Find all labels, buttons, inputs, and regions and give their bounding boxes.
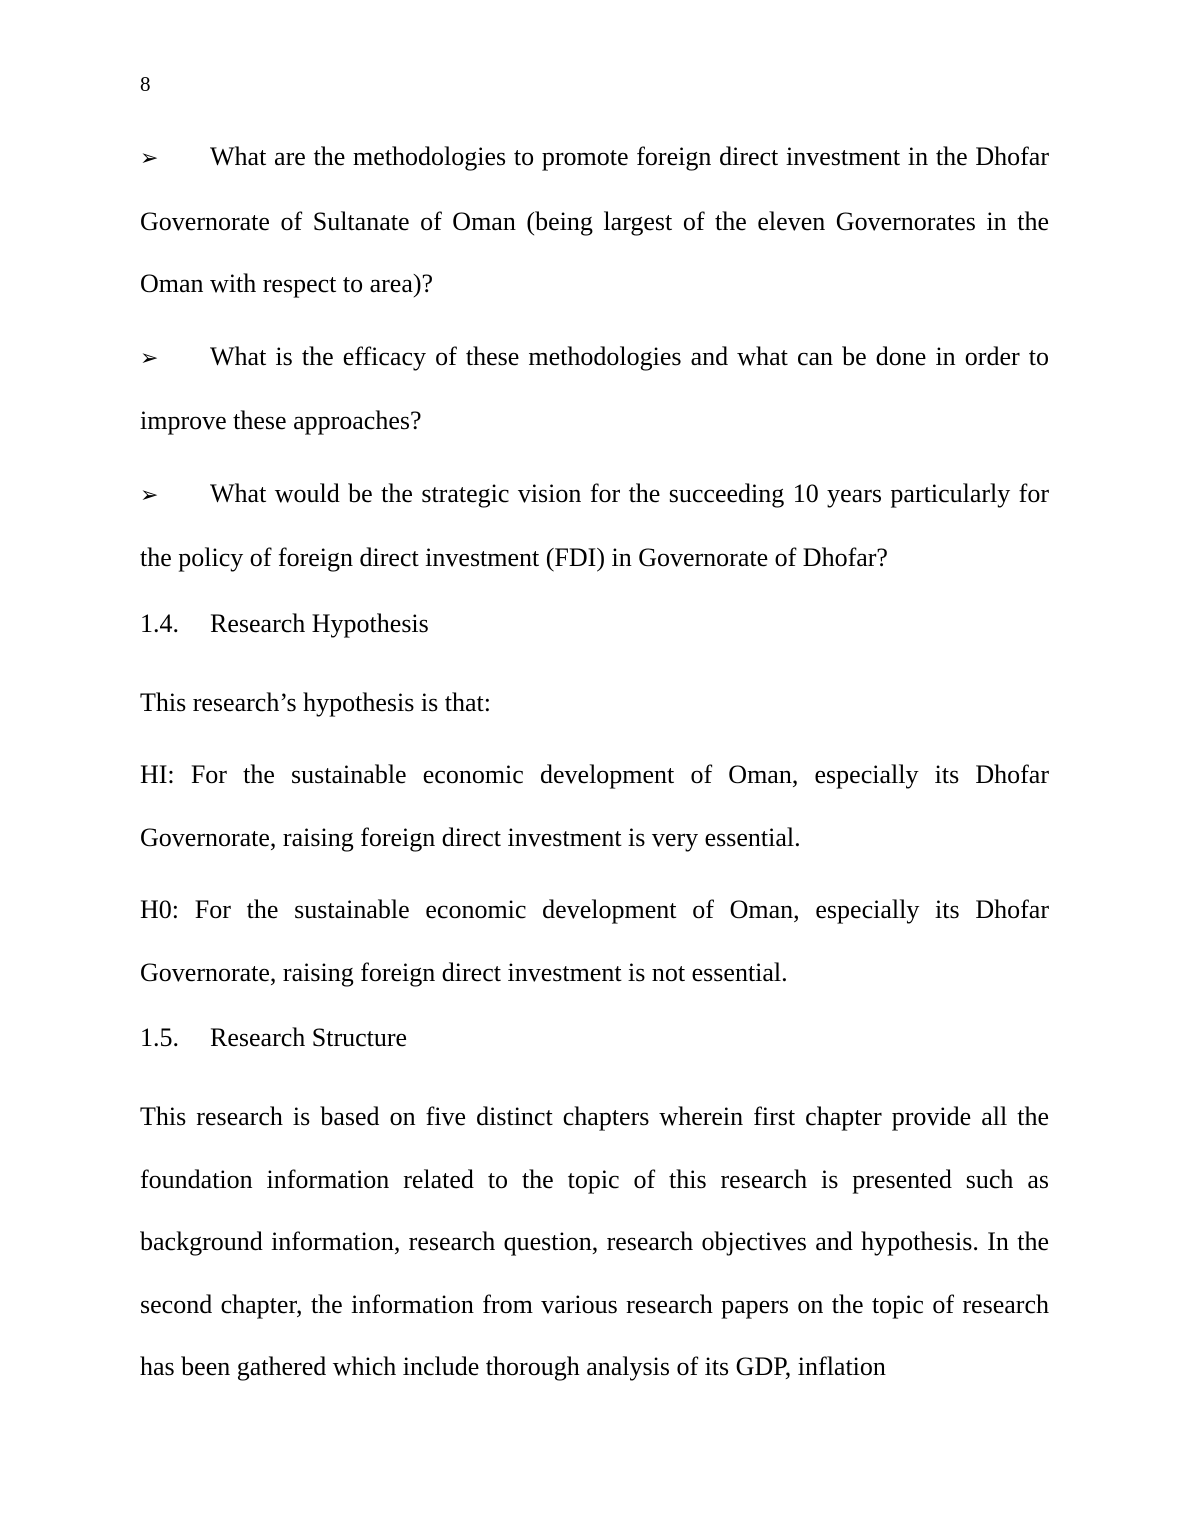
arrow-bullet-icon: ➢ bbox=[140, 146, 159, 171]
structure-body: This research is based on five distinct chapters wherein first chapter provide all the foundation information related to the topic of this research is presented such as background information, research question, research objectives and hypothesis. In the second chapter, the information from various research papers on the topic of research has been gathered which include thorough analysis of its GDP, inflation bbox=[140, 1102, 1049, 1381]
hypothesis-h1: HI: For the sustainable economic development of Oman, especially its Dhofar Governorate, raising foreign direct investment is very essential. bbox=[140, 760, 1049, 852]
research-question-text: What are the methodologies to promote foreign direct investment in the Dhofar Governorate of Sultanate of Oman (being largest of the eleven Governorates in the Oman with respect to area)? bbox=[140, 142, 1049, 298]
heading-number: 1.4. bbox=[140, 608, 179, 638]
research-question-text: What is the efficacy of these methodologies and what can be done in order to improve these approaches? bbox=[140, 341, 1049, 435]
page-number: 8 bbox=[140, 72, 151, 96]
heading-research-hypothesis bbox=[140, 600, 1049, 648]
heading-number: 1.5. bbox=[140, 1023, 179, 1052]
page-content bbox=[140, 126, 1049, 1409]
research-question-2 bbox=[140, 326, 1049, 453]
research-question-3 bbox=[140, 463, 1049, 590]
research-question-1 bbox=[140, 126, 1049, 316]
research-question-text: What would be the strategic vision for the succeeding 10 years particularly for the policy of foreign direct investment (FDI) in Governorate of Dhofar? bbox=[140, 478, 1049, 572]
heading-title: Research Structure bbox=[210, 1023, 408, 1052]
arrow-bullet-icon: ➢ bbox=[140, 482, 159, 508]
heading-research-structure bbox=[140, 1014, 1049, 1062]
heading-title: Research Hypothesis bbox=[210, 608, 429, 638]
hypothesis-intro: This research’s hypothesis is that: bbox=[140, 687, 491, 717]
hypothesis-h0: H0: For the sustainable economic development of Oman, especially its Dhofar Governorate, raising foreign direct investment is not essential. bbox=[140, 895, 1049, 987]
arrow-bullet-icon: ➢ bbox=[140, 345, 159, 371]
